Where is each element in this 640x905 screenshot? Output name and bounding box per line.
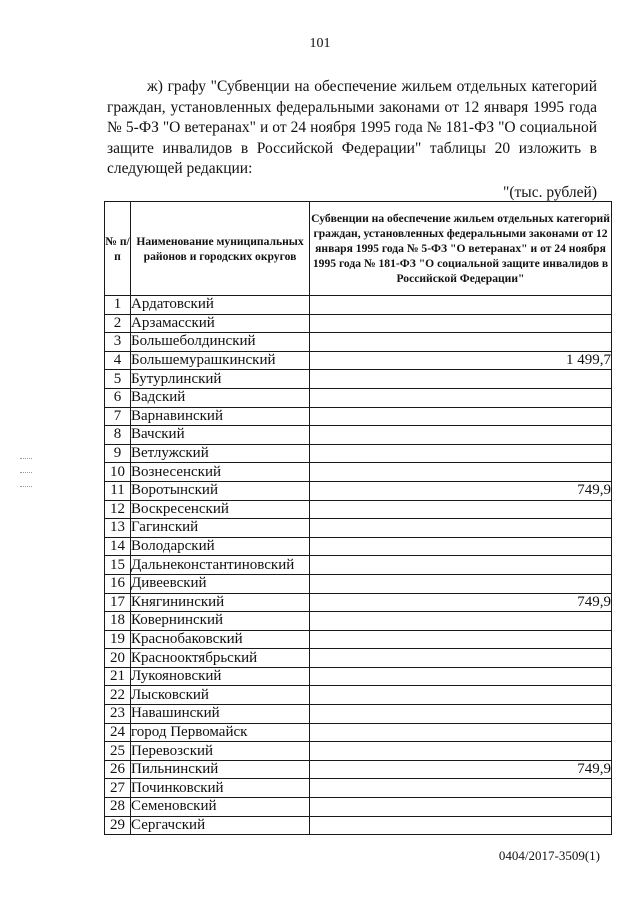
subvention-value: [310, 816, 612, 835]
district-name: Навашинский: [131, 705, 310, 724]
intro-paragraph: [107, 77, 597, 180]
district-name: Арзамасский: [131, 314, 310, 333]
row-number: 2: [105, 314, 131, 333]
table-row: [105, 816, 612, 835]
subvention-value: [310, 500, 612, 519]
table-row: [105, 463, 612, 482]
district-name: Перевозский: [131, 742, 310, 761]
subvention-value: [310, 296, 612, 315]
row-number: 8: [105, 426, 131, 445]
row-number: 6: [105, 388, 131, 407]
table-row: [105, 333, 612, 352]
subvention-value: [310, 333, 612, 352]
subvention-value: [310, 798, 612, 817]
table-row: [105, 296, 612, 315]
district-name: Ардатовский: [131, 296, 310, 315]
subvention-value: 749,9: [310, 760, 612, 779]
table-row: [105, 426, 612, 445]
district-name: Краснобаковский: [131, 630, 310, 649]
row-number: 3: [105, 333, 131, 352]
subvention-value: [310, 407, 612, 426]
subvention-value: [310, 742, 612, 761]
district-name: Починковский: [131, 779, 310, 798]
district-name: Вознесенский: [131, 463, 310, 482]
district-name: Ветлужский: [131, 444, 310, 463]
row-number: 21: [105, 667, 131, 686]
table-row: [105, 574, 612, 593]
district-name: Воротынский: [131, 481, 310, 500]
table-row: [105, 667, 612, 686]
table-row: [105, 556, 612, 575]
district-name: Володарский: [131, 537, 310, 556]
subvention-value: [310, 667, 612, 686]
district-name: Вачский: [131, 426, 310, 445]
table-row: [105, 742, 612, 761]
table-row: [105, 723, 612, 742]
subvention-value: 1 499,7: [310, 351, 612, 370]
table-row: [105, 779, 612, 798]
margin-mark: [20, 458, 32, 459]
subvention-value: [310, 574, 612, 593]
row-number: 15: [105, 556, 131, 575]
table-row: [105, 612, 612, 631]
header-num: № п/п: [105, 202, 131, 296]
subvention-value: [310, 370, 612, 389]
page-number: 101: [309, 36, 331, 51]
header-value: Субвенции на обеспечение жильем отдельных категорий граждан, установленных федеральными законами от 12 января 1995 года № 5-ФЗ "О ветеранах" и от 24 ноября 1995 года № 181-ФЗ "О социальной защите инвалидов в Российской Федерации": [310, 202, 612, 296]
table-row: [105, 388, 612, 407]
subvention-value: [310, 686, 612, 705]
row-number: 16: [105, 574, 131, 593]
table-row: [105, 593, 612, 612]
row-number: 1: [105, 296, 131, 315]
district-name: Большеболдинский: [131, 333, 310, 352]
table-row: [105, 760, 612, 779]
row-number: 27: [105, 779, 131, 798]
subvention-value: 749,9: [310, 593, 612, 612]
row-number: 23: [105, 705, 131, 724]
district-name: Дальнеконстантиновский: [131, 556, 310, 575]
row-number: 7: [105, 407, 131, 426]
table-header-row: [105, 202, 612, 296]
intro-text: ж) графу "Субвенции на обеспечение жильем отдельных категорий граждан, установленных федеральными законами от 12 января 1995 года № 5-ФЗ "О ветеранах" и от 24 ноября 1995 года № 181-ФЗ "О социальной защите инвалидов в Российской Федерации" таблицы 20 изложить в следующей редакции:: [107, 78, 597, 178]
district-name: Ковернинский: [131, 612, 310, 631]
row-number: 10: [105, 463, 131, 482]
subvention-value: [310, 705, 612, 724]
row-number: 19: [105, 630, 131, 649]
row-number: 22: [105, 686, 131, 705]
subvention-value: 749,9: [310, 481, 612, 500]
subvention-value: [310, 314, 612, 333]
district-name: город Первомайск: [131, 723, 310, 742]
district-name: Вадский: [131, 388, 310, 407]
district-name: Пильнинский: [131, 760, 310, 779]
row-number: 18: [105, 612, 131, 631]
district-name: Семеновский: [131, 798, 310, 817]
subvention-value: [310, 537, 612, 556]
district-name: Бутурлинский: [131, 370, 310, 389]
row-number: 11: [105, 481, 131, 500]
row-number: 14: [105, 537, 131, 556]
row-number: 9: [105, 444, 131, 463]
table-row: [105, 798, 612, 817]
subvention-value: [310, 723, 612, 742]
row-number: 29: [105, 816, 131, 835]
document-code: 0404/2017-3509(1): [498, 848, 600, 863]
subvention-value: [310, 426, 612, 445]
row-number: 25: [105, 742, 131, 761]
district-name: Гагинский: [131, 519, 310, 538]
subventions-table: [104, 201, 612, 835]
table-row: [105, 686, 612, 705]
table-row: [105, 500, 612, 519]
district-name: Сергачский: [131, 816, 310, 835]
district-name: Лукояновский: [131, 667, 310, 686]
district-name: Краснооктябрьский: [131, 649, 310, 668]
subvention-value: [310, 444, 612, 463]
table-row: [105, 705, 612, 724]
district-name: Варнавинский: [131, 407, 310, 426]
table-row: [105, 537, 612, 556]
district-name: Лысковский: [131, 686, 310, 705]
subvention-value: [310, 630, 612, 649]
district-name: Дивеевский: [131, 574, 310, 593]
table-row: [105, 314, 612, 333]
subvention-value: [310, 388, 612, 407]
district-name: Воскресенский: [131, 500, 310, 519]
margin-mark: [20, 472, 32, 473]
margin-mark: [20, 486, 32, 487]
row-number: 12: [105, 500, 131, 519]
row-number: 24: [105, 723, 131, 742]
subvention-value: [310, 519, 612, 538]
table-row: [105, 444, 612, 463]
row-number: 20: [105, 649, 131, 668]
row-number: 13: [105, 519, 131, 538]
district-name: Большемурашкинский: [131, 351, 310, 370]
table-row: [105, 649, 612, 668]
subvention-value: [310, 779, 612, 798]
subvention-value: [310, 463, 612, 482]
row-number: 17: [105, 593, 131, 612]
row-number: 26: [105, 760, 131, 779]
table-row: [105, 630, 612, 649]
table-row: [105, 407, 612, 426]
table-row: [105, 519, 612, 538]
row-number: 28: [105, 798, 131, 817]
table-row: [105, 351, 612, 370]
row-number: 4: [105, 351, 131, 370]
table-row: [105, 370, 612, 389]
subvention-value: [310, 556, 612, 575]
header-name: Наименование муниципальных районов и городских округов: [131, 202, 310, 296]
subvention-value: [310, 649, 612, 668]
row-number: 5: [105, 370, 131, 389]
unit-note: "(тыс. рублей): [503, 184, 597, 201]
table-row: [105, 481, 612, 500]
district-name: Княгининский: [131, 593, 310, 612]
subvention-value: [310, 612, 612, 631]
table-body: [105, 296, 612, 835]
